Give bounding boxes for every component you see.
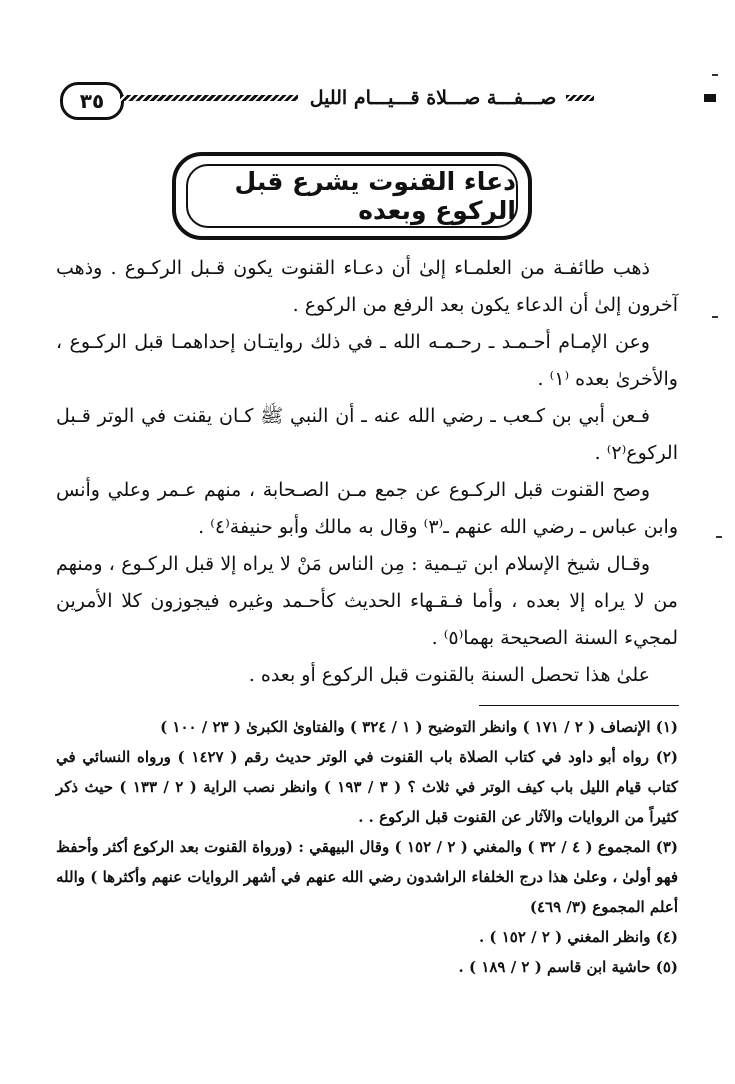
body-text — [56, 250, 678, 694]
paragraph: ذهب طائفـة من العلمـاء إلىٰ أن دعـاء القنوت يكون قـبل الركـوع . وذهب آخرون إلىٰ أن الدعاء يكون بعد الرفع من الركوع . — [56, 257, 678, 316]
scan-mark — [712, 316, 718, 318]
running-title: صـــفـــة صـــلاة قـــيـــام الليل — [309, 87, 557, 109]
page-number: ٣٥ — [60, 82, 124, 120]
paragraph: وقـال شيخ الإسلام ابن تيـمية : مِن الناس مَنْ لا يراه إلا قبل الركـوع ، ومنهم من لا يراه إلا بعده ، وأما فـقـهاء الحديث كأحـمد وغيره فيجوزون كلا الأمرين لمجيء السنة الصحيحة بهما⁽٥⁾ . — [56, 553, 678, 649]
header-ornament-right — [566, 95, 594, 101]
header-end-mark — [704, 94, 716, 102]
page-header — [60, 82, 668, 116]
footnote: (٤) وانظر المغني ( ٢ / ١٥٢ ) . — [478, 928, 678, 946]
footnote: (٥) حاشية ابن قاسم ( ٢ / ١٨٩ ) . — [458, 958, 678, 976]
scan-mark — [716, 536, 722, 538]
paragraph: فـعن أبي بن كـعب ـ رضي الله عنه ـ أن النبي ﷺ كـان يقنت في الوتر قـبل الركوع⁽٢⁾ . — [56, 405, 678, 464]
footnote: (٣) المجموع ( ٤ / ٣٢ ) والمغني ( ٢ / ١٥٢ ) وقال البيهقي : (ورواة القنوت بعد الركوع أكثر وأحفظ فهو أولىٰ ، وعلىٰ هذا درج الخلفاء الراشدون رضي الله عنهم في أشهر الروايات عنهم وأكثرها ) والله أعلم المجموع (٣/ ٤٦٩) — [56, 838, 678, 916]
footnotes — [56, 712, 678, 982]
section-title: دعاء القنوت يشرع قبل الركوع وبعده — [186, 164, 518, 228]
section-title-frame — [172, 152, 532, 240]
footnote: (١) الإنصاف ( ٢ / ١٧١ ) وانظر التوضيح ( ١ / ٣٢٤ ) والفتاوىٰ الكبرىٰ ( ٢٣ / ١٠٠ ) — [160, 718, 678, 736]
paragraph: وصح القنوت قبل الركـوع عن جمع مـن الصـحابة ، منهم عـمر وعلي وأنس وابن عباس ـ رضي الله عنهم ـ⁽٣⁾ وقال به مالك وأبو حنيفة⁽٤⁾ . — [56, 479, 678, 538]
scan-mark — [712, 74, 718, 76]
footnote-separator — [479, 705, 679, 706]
header-ornament-left — [120, 95, 298, 101]
paragraph: علىٰ هذا تحصل السنة بالقنوت قبل الركوع أو بعده . — [248, 664, 650, 686]
footnote: (٢) رواه أبو داود في كتاب الصلاة باب القنوت في الوتر حديث رقم ( ١٤٢٧ ) ورواه النسائي في كتاب قيام الليل باب كيف الوتر في ثلاث ؟ ( ٣ / ١٩٣ ) وانظر نصب الراية ( ٢ / ١٣٣ ) حيث ذكر كثيراً من الروايات والآثار عن القنوت قبل الركوع . . — [56, 748, 678, 826]
paragraph: وعن الإمـام أحـمـد ـ رحـمـه الله ـ في ذلك روايتـان إحداهمـا قبل الركـوع ، والأخرىٰ بعده ⁽١⁾ . — [56, 331, 678, 390]
